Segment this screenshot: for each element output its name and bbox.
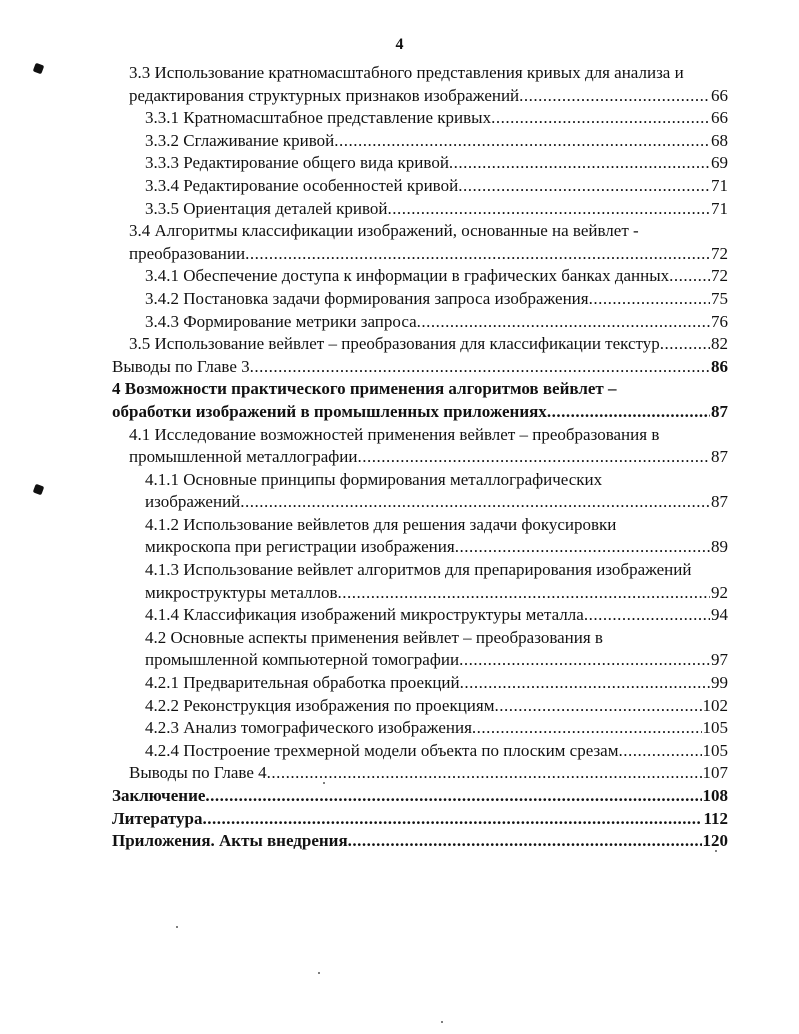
toc-entry-row [145, 107, 728, 130]
toc-entry-row [145, 649, 728, 672]
toc-dot-leader [334, 130, 710, 153]
toc-page-number: 87 [711, 492, 728, 512]
toc-entry-row [145, 152, 728, 175]
toc-entry-title: редактирования структурных признаков изображений [129, 85, 520, 105]
toc-entry[interactable] [112, 762, 728, 785]
toc-dot-leader [250, 356, 710, 379]
toc-page-number: 99 [711, 673, 728, 693]
toc-entry-row [112, 808, 728, 831]
toc-entry[interactable] [112, 740, 728, 763]
toc-page-number: 120 [702, 831, 728, 851]
toc-dot-leader [584, 604, 710, 627]
toc-entry-title: 3.5 Использование вейвлет – преобразования для классификации текстур [129, 334, 660, 354]
toc-entry-title: промышленной компьютерной томографии [145, 650, 460, 670]
toc-entry-title: 3.4.3 Формирование метрики запроса [145, 311, 417, 331]
toc-page-number: 82 [711, 334, 728, 354]
toc-entry-title: микроструктуры металлов [145, 582, 338, 602]
toc-entry-row [145, 198, 728, 221]
toc-dot-leader [348, 830, 702, 853]
toc-entry[interactable] [112, 152, 728, 175]
toc-dot-leader [245, 243, 710, 266]
toc-entry-row [129, 85, 728, 108]
toc-dot-leader [460, 672, 710, 695]
toc-entry-title: 4.2.3 Анализ томографического изображения [145, 718, 472, 738]
toc-entry-title-line: 4.1.1 Основные принципы формирования металлографических [145, 469, 603, 489]
toc-entry[interactable] [112, 808, 728, 831]
toc-entry-title-line: 4.1.2 Использование вейвлетов для решения задачи фокусировки [145, 514, 617, 534]
toc-dot-leader [494, 695, 701, 718]
toc-entry[interactable] [112, 514, 728, 559]
toc-entry-row [145, 582, 728, 605]
toc-entry[interactable] [112, 198, 728, 221]
toc-page-number: 102 [702, 695, 728, 715]
table-of-contents [112, 62, 728, 853]
toc-entry-title: обработки изображений в промышленных приложениях [112, 401, 547, 421]
toc-entry-row [145, 536, 728, 559]
toc-entry-title: преобразовании [129, 243, 246, 263]
toc-entry[interactable] [112, 356, 728, 379]
scan-speck [176, 926, 178, 928]
toc-dot-leader [669, 265, 710, 288]
toc-entry[interactable] [112, 107, 728, 130]
toc-entry[interactable] [112, 311, 728, 334]
toc-page-number: 89 [711, 537, 728, 557]
toc-entry-title: промышленной металлографии [129, 447, 358, 467]
toc-dot-leader [660, 333, 710, 356]
toc-dot-leader [449, 152, 710, 175]
toc-page-number: 72 [711, 243, 728, 263]
toc-entry-title: 4.2.4 Построение трехмерной модели объекта по плоским срезам [145, 740, 619, 760]
toc-entry-title: 3.4.2 Постановка задачи формирования запроса изображения [145, 288, 589, 308]
toc-entry-title: изображений [145, 492, 241, 512]
toc-page-number: 66 [711, 85, 728, 105]
toc-entry[interactable] [112, 785, 728, 808]
toc-entry-title-line: 3.4 Алгоритмы классификации изображений, основанные на вейвлет - [129, 221, 639, 241]
toc-dot-leader [267, 762, 702, 785]
toc-entry[interactable] [112, 627, 728, 672]
toc-entry-row [145, 604, 728, 627]
toc-entry-row [145, 491, 728, 514]
toc-dot-leader [387, 198, 710, 221]
toc-page-number: 97 [711, 650, 728, 670]
toc-entry-title: 4.2.2 Реконструкция изображения по проекциям [145, 695, 495, 715]
toc-dot-leader [589, 288, 710, 311]
toc-dot-leader [357, 446, 710, 469]
toc-page-number: 105 [702, 718, 728, 738]
toc-entry-title: 3.3.5 Ориентация деталей кривой [145, 198, 388, 218]
toc-entry-title: Заключение [112, 786, 206, 805]
toc-entry-title: 3.4.1 Обеспечение доступа к информации в графических банках данных [145, 266, 670, 286]
toc-entry-title: 3.3.2 Сглаживание кривой [145, 130, 335, 150]
toc-page-number: 72 [711, 266, 728, 286]
toc-entry-row [145, 130, 728, 153]
toc-entry-title: 3.3.4 Редактирование особенностей кривой [145, 175, 459, 195]
toc-entry-title-line: 4.2 Основные аспекты применения вейвлет – преобразования в [145, 627, 603, 647]
toc-entry-row [112, 830, 728, 853]
toc-dot-leader [619, 740, 702, 763]
toc-entry[interactable] [112, 62, 728, 107]
toc-entry-title-line: 4 Возможности практического применения алгоритмов вейвлет – [112, 379, 617, 399]
toc-entry-title: 3.3.1 Кратномасштабное представление кривых [145, 108, 492, 128]
toc-entry[interactable] [112, 288, 728, 311]
toc-entry-title-line: 3.3 Использование кратномасштабного представления кривых для анализа и [129, 63, 684, 82]
toc-entry[interactable] [112, 265, 728, 288]
toc-dot-leader [459, 649, 710, 672]
toc-entry-row [112, 356, 728, 379]
toc-page-number: 86 [711, 356, 728, 376]
toc-page-number: 71 [711, 175, 728, 195]
scan-speck [318, 972, 320, 974]
toc-entry-row [145, 311, 728, 334]
toc-entry-row [145, 695, 728, 718]
toc-entry-row [129, 446, 728, 469]
toc-entry-row [145, 717, 728, 740]
toc-entry[interactable] [112, 378, 728, 423]
toc-entry[interactable] [112, 469, 728, 514]
toc-entry[interactable] [112, 559, 728, 604]
toc-dot-leader [417, 311, 710, 334]
toc-entry[interactable] [112, 717, 728, 740]
toc-entry-row [129, 333, 728, 356]
toc-entry-row [145, 265, 728, 288]
toc-entry[interactable] [112, 175, 728, 198]
toc-entry[interactable] [112, 695, 728, 718]
toc-page-number: 76 [711, 311, 728, 331]
toc-entry-title: 4.1.4 Классификация изображений микроструктуры металла [145, 605, 584, 625]
toc-entry-row [145, 175, 728, 198]
binding-hole-mark [33, 63, 45, 75]
toc-entry-title-line: 4.1.3 Использование вейвлет алгоритмов для препарирования изображений [145, 560, 692, 580]
toc-dot-leader [338, 582, 710, 605]
scan-speck [441, 1021, 443, 1023]
toc-entry[interactable] [112, 424, 728, 469]
toc-page-number: 71 [711, 198, 728, 218]
page-number: 4 [395, 36, 404, 53]
toc-entry-row [112, 401, 728, 424]
toc-entry[interactable] [112, 220, 728, 265]
binding-hole-mark [33, 484, 45, 496]
toc-entry-title: микроскопа при регистрации изображения [145, 537, 455, 557]
toc-entry-title: Приложения. Акты внедрения [112, 831, 348, 851]
toc-dot-leader [455, 536, 710, 559]
toc-dot-leader [472, 717, 702, 740]
toc-entry[interactable] [112, 672, 728, 695]
toc-entry-title: Выводы по Главе 3 [112, 356, 250, 376]
toc-entry-title-line: 4.1 Исследование возможностей применения вейвлет – преобразования в [129, 424, 660, 444]
toc-entry-row [129, 762, 728, 785]
toc-entry-title: 4.2.1 Предварительная обработка проекций [145, 673, 460, 693]
toc-page-number: 108 [702, 786, 728, 805]
toc-entry[interactable] [112, 830, 728, 853]
toc-page-number: 87 [711, 401, 728, 421]
toc-dot-leader [458, 175, 710, 198]
toc-page-number: 68 [711, 130, 728, 150]
toc-page-number: 66 [711, 108, 728, 128]
toc-dot-leader [240, 491, 710, 514]
toc-entry-row [145, 740, 728, 763]
toc-dot-leader [205, 785, 701, 808]
toc-dot-leader [202, 808, 702, 831]
toc-entry-row [112, 785, 728, 808]
toc-dot-leader [491, 107, 710, 130]
toc-entry-title: Литература [112, 808, 203, 828]
toc-entry[interactable] [112, 333, 728, 356]
toc-entry-row [145, 288, 728, 311]
toc-page-number: 105 [702, 740, 728, 760]
toc-entry-row [145, 672, 728, 695]
toc-dot-leader [519, 85, 710, 108]
toc-entry[interactable] [112, 604, 728, 627]
toc-entry-title: Выводы по Главе 4 [129, 763, 267, 783]
toc-page-number: 107 [702, 763, 728, 783]
toc-page-number: 112 [703, 808, 728, 828]
toc-page-number: 92 [711, 582, 728, 602]
toc-entry-title: 3.3.3 Редактирование общего вида кривой [145, 153, 449, 173]
toc-page-number: 69 [711, 153, 728, 173]
toc-entry[interactable] [112, 130, 728, 153]
toc-page-number: 75 [711, 288, 728, 308]
toc-entry-row [129, 243, 728, 266]
toc-dot-leader [547, 401, 710, 424]
toc-page-number: 94 [711, 605, 728, 625]
toc-page-number: 87 [711, 447, 728, 467]
